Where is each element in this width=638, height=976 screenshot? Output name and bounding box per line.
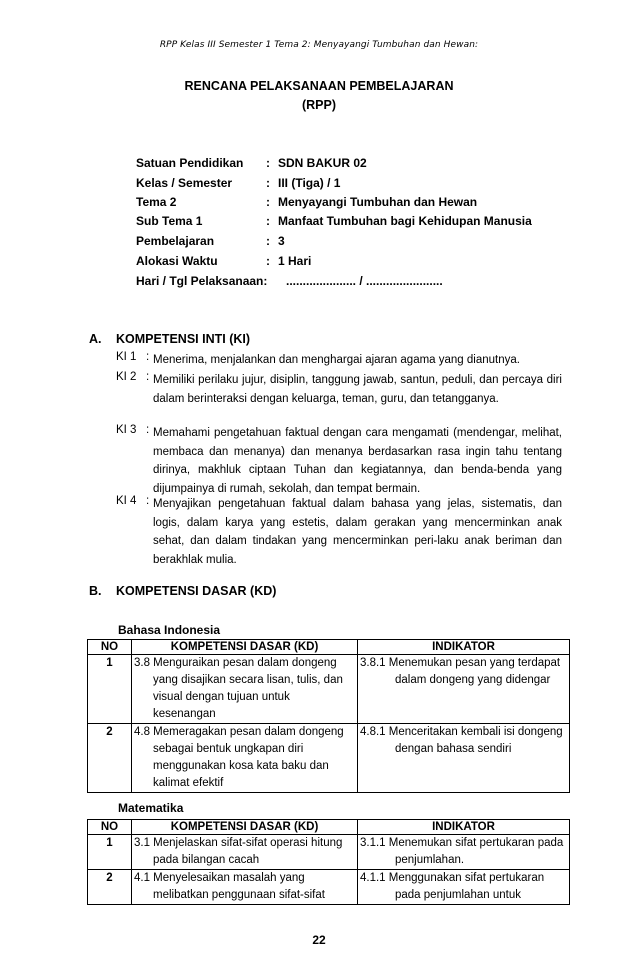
info-row-hari <box>136 274 606 294</box>
indikator-text: 3.8.1 Menemukan pesan yang terdapat dalam dongeng yang didengar <box>360 657 561 686</box>
row-no: 2 <box>88 724 132 793</box>
document-subtitle: (RPP) <box>301 98 337 112</box>
ki-item <box>116 495 562 569</box>
row-no: 1 <box>88 835 132 870</box>
info-row-subtema <box>136 214 606 234</box>
row-kd <box>132 655 358 724</box>
row-no: 1 <box>88 655 132 724</box>
row-no: 2 <box>88 870 132 905</box>
info-row-pembelajaran <box>136 234 606 254</box>
section-letter: B. <box>89 584 102 598</box>
info-label: Kelas / Semester <box>136 176 233 190</box>
info-row-satuan <box>136 156 606 176</box>
header-indikator: INDIKATOR <box>358 820 570 835</box>
ki-item <box>116 351 562 370</box>
subject-title-matematika: Matematika <box>118 801 184 815</box>
row-indikator <box>358 870 570 905</box>
info-label: Satuan Pendidikan <box>136 156 244 170</box>
ki-text: Memahami pengetahuan faktual dengan cara mengamati (mendengar, melihat, membaca dan menanya) dan menanya berdasarkan rasa ingin tahu tentang dirinya, makhluk ciptaan Tuhan dan kegiatannya, dan benda-benda yang dijumpainya di rumah, sekolah, dan tempat bermain. <box>153 427 562 495</box>
info-colon: : <box>266 176 270 190</box>
header-kd: KOMPETENSI DASAR (KD) <box>132 640 358 655</box>
info-label: Alokasi Waktu <box>136 254 218 268</box>
table-row <box>88 870 570 905</box>
section-b-heading <box>89 584 589 602</box>
ki-label: KI 2 <box>116 371 137 383</box>
kd-text: 3.8 Menguraikan pesan dalam dongeng yang disajikan secara lisan, tulis, dan visual dengan tujuan untuk kesenangan <box>134 657 343 720</box>
ki-colon: : <box>146 424 150 436</box>
ki-colon: : <box>146 371 150 383</box>
page-number: 22 <box>312 933 326 947</box>
indikator-text: 4.1.1 Menggunakan sifat pertukaran pada penjumlahan untuk <box>360 872 545 901</box>
table-header-row <box>88 820 570 835</box>
ki-label: KI 1 <box>116 351 137 363</box>
ki-text: Menyajikan pengetahuan faktual dalam bahasa yang jelas, sistematis, dan logis, dalam karya yang estetis, dalam gerakan yang mencerminkan anak sehat, dan dalam tindakan yang mencerminkan peri-laku anak beriman dan berakhlak mulia. <box>153 498 562 566</box>
header-no: NO <box>88 640 132 655</box>
subject-title-bahasa: Bahasa Indonesia <box>118 623 221 637</box>
header-kd: KOMPETENSI DASAR (KD) <box>132 820 358 835</box>
section-a-heading <box>89 332 589 350</box>
info-value: III (Tiga) / 1 <box>278 176 341 190</box>
table-row <box>88 835 570 870</box>
info-label: Sub Tema 1 <box>136 214 203 228</box>
header-indikator: INDIKATOR <box>358 640 570 655</box>
running-header: RPP Kelas III Semester 1 Tema 2: Menyayangi Tumbuhan dan Hewan: <box>159 40 479 50</box>
ki-colon: : <box>146 495 150 507</box>
kd-table-matematika <box>87 819 570 905</box>
section-letter: A. <box>89 332 102 346</box>
kd-text: 4.1 Menyelesaikan masalah yang melibatkan penggunaan sifat-sifat <box>134 872 325 901</box>
info-label: Tema 2 <box>136 195 177 209</box>
row-indikator <box>358 835 570 870</box>
info-label: Pembelajaran <box>136 234 215 248</box>
ki-text: Menerima, menjalankan dan menghargai ajaran agama yang dianutnya. <box>153 354 520 366</box>
info-value: 1 Hari <box>278 254 312 268</box>
info-value: ..................... / ....................... <box>286 274 443 288</box>
table-header-row <box>88 640 570 655</box>
kd-text: 3.1 Menjelaskan sifat-sifat operasi hitung pada bilangan cacah <box>134 837 343 866</box>
info-row-kelas <box>136 176 606 196</box>
table-row <box>88 655 570 724</box>
ki-item <box>116 424 562 498</box>
info-label: Hari / Tgl Pelaksanaan: <box>136 274 268 288</box>
section-title: KOMPETENSI DASAR (KD) <box>116 584 277 598</box>
row-indikator <box>358 655 570 724</box>
section-title: KOMPETENSI INTI (KI) <box>116 332 251 346</box>
indikator-text: 3.1.1 Menemukan sifat pertukaran pada penjumlahan. <box>360 837 564 866</box>
header-no: NO <box>88 820 132 835</box>
row-kd <box>132 724 358 793</box>
indikator-text: 4.8.1 Menceritakan kembali isi dongeng dengan bahasa sendiri <box>360 726 563 755</box>
info-colon: : <box>266 254 270 268</box>
info-colon: : <box>266 234 270 248</box>
info-colon: : <box>266 214 270 228</box>
row-kd <box>132 835 358 870</box>
ki-label: KI 3 <box>116 424 137 436</box>
info-value: Manfaat Tumbuhan bagi Kehidupan Manusia <box>278 214 532 228</box>
info-row-tema <box>136 195 606 215</box>
info-colon: : <box>266 195 270 209</box>
info-value: 3 <box>278 234 285 248</box>
ki-colon: : <box>146 351 150 363</box>
document-title: RENCANA PELAKSANAAN PEMBELAJARAN <box>184 79 454 93</box>
row-indikator <box>358 724 570 793</box>
info-value: SDN BAKUR 02 <box>278 156 367 170</box>
kd-text: 4.8 Memeragakan pesan dalam dongeng sebagai bentuk ungkapan diri menggunakan kosa kata baku dan kalimat efektif <box>134 726 344 789</box>
info-value: Menyayangi Tumbuhan dan Hewan <box>278 195 478 209</box>
row-kd <box>132 870 358 905</box>
info-colon: : <box>266 156 270 170</box>
kd-table-bahasa <box>87 639 570 793</box>
table-row <box>88 724 570 793</box>
ki-item <box>116 371 562 408</box>
ki-text: Memiliki perilaku jujur, disiplin, tanggung jawab, santun, peduli, dan percaya diri dalam berinteraksi dengan keluarga, teman, guru, dan tetangganya. <box>153 374 562 405</box>
info-row-alokasi <box>136 254 606 274</box>
ki-label: KI 4 <box>116 495 137 507</box>
